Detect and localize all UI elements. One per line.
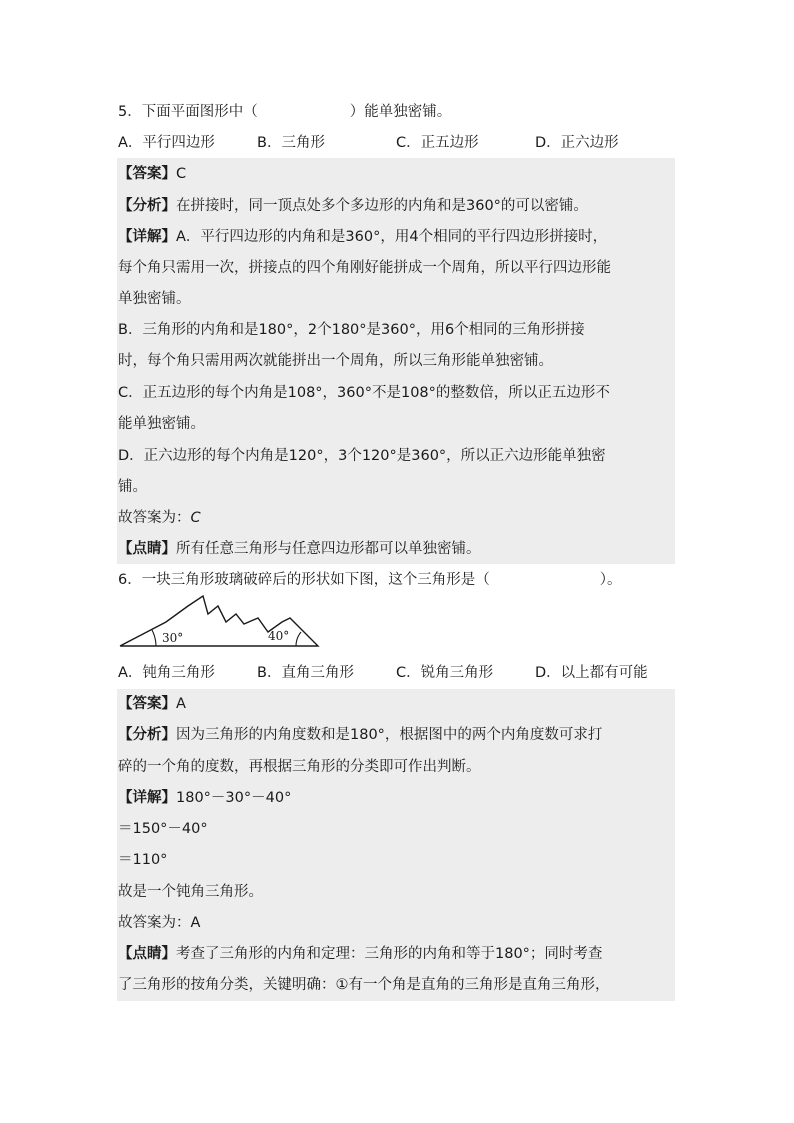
left-angle-label: 30° bbox=[162, 631, 184, 645]
q5-stem: 5．下面平面图形中（ ）能单独密铺。 bbox=[118, 104, 452, 120]
q5-option-c: C．正五边形 bbox=[396, 135, 479, 151]
q6-detail-line: ＝110° bbox=[118, 852, 168, 868]
q5-detail-line: 【详解】A．平行四边形的内角和是360°，用4个相同的平行四边形拼接时， bbox=[118, 229, 608, 245]
q6-detail-line: ＝150°－40° bbox=[118, 821, 208, 837]
q5-detail-line: 能单独密铺。 bbox=[118, 416, 205, 432]
q5-answer: 【答案】C bbox=[118, 166, 187, 182]
right-angle-label: 40° bbox=[268, 629, 290, 643]
q6-answer: 【答案】A bbox=[118, 696, 186, 712]
q6-final-answer: 故答案为：A bbox=[118, 915, 201, 931]
q5-detail-line: D．正六边形的每个内角是120°，3个120°是360°，所以正六边形能单独密 bbox=[118, 448, 606, 464]
q5-detail-line: 单独密铺。 bbox=[118, 291, 191, 307]
q6-options bbox=[118, 663, 648, 683]
q6-analysis: 【分析】因为三角形的内角度数和是180°，根据图中的两个内角度数可求打 bbox=[118, 727, 603, 743]
q6-option-d: D．以上都有可能 bbox=[535, 665, 648, 681]
q5-final-answer: 故答案为：C bbox=[118, 510, 201, 526]
q6-detail-line: 【详解】180°－30°－40° bbox=[118, 790, 292, 806]
q6-detail-line: 故是一个钝角三角形。 bbox=[118, 884, 263, 900]
q6-stem: 6．一块三角形玻璃破碎后的形状如下图，这个三角形是（ ）。 bbox=[118, 572, 622, 588]
right-angle-arc bbox=[296, 632, 301, 646]
q6-option-a: A．钝角三角形 bbox=[118, 665, 215, 681]
q6-point-line: 了三角形的按角分类，关键明确：①有一个角是直角的三角形是直角三角形， bbox=[118, 977, 610, 993]
q5-detail-line: 每个角只需用一次，拼接点的四个角刚好能拼成一个周角，所以平行四边形能 bbox=[118, 260, 611, 276]
q5-detail-line: 时，每个角只需用两次就能拼出一个周角，所以三角形能单独密铺。 bbox=[118, 353, 553, 369]
q5-option-b: B．三角形 bbox=[257, 135, 325, 151]
q5-option-d: D．正六边形 bbox=[535, 135, 619, 151]
q6-option-b: B．直角三角形 bbox=[257, 665, 354, 681]
left-angle-arc bbox=[152, 630, 156, 646]
q5-analysis: 【分析】在拼接时，同一顶点处多个多边形的内角和是360°的可以密铺。 bbox=[118, 198, 588, 214]
broken-triangle-figure bbox=[118, 592, 322, 650]
q5-point: 【点睛】所有任意三角形与任意四边形都可以单独密铺。 bbox=[118, 541, 481, 557]
q6-analysis-line: 碎的一个角的度数，再根据三角形的分类即可作出判断。 bbox=[118, 759, 481, 775]
q5-detail-line: 铺。 bbox=[118, 479, 147, 495]
q6-option-c: C．锐角三角形 bbox=[396, 665, 494, 681]
q5-options bbox=[118, 133, 619, 153]
q5-detail-line: C．正五边形的每个内角是108°，360°不是108°的整数倍，所以正五边形不 bbox=[118, 385, 610, 401]
q5-option-a: A．平行四边形 bbox=[118, 135, 215, 151]
q5-detail-line: B．三角形的内角和是180°，2个180°是360°，用6个相同的三角形拼接 bbox=[118, 322, 585, 338]
q6-point: 【点睛】考查了三角形的内角和定理：三角形的内角和等于180°；同时考查 bbox=[118, 946, 603, 962]
